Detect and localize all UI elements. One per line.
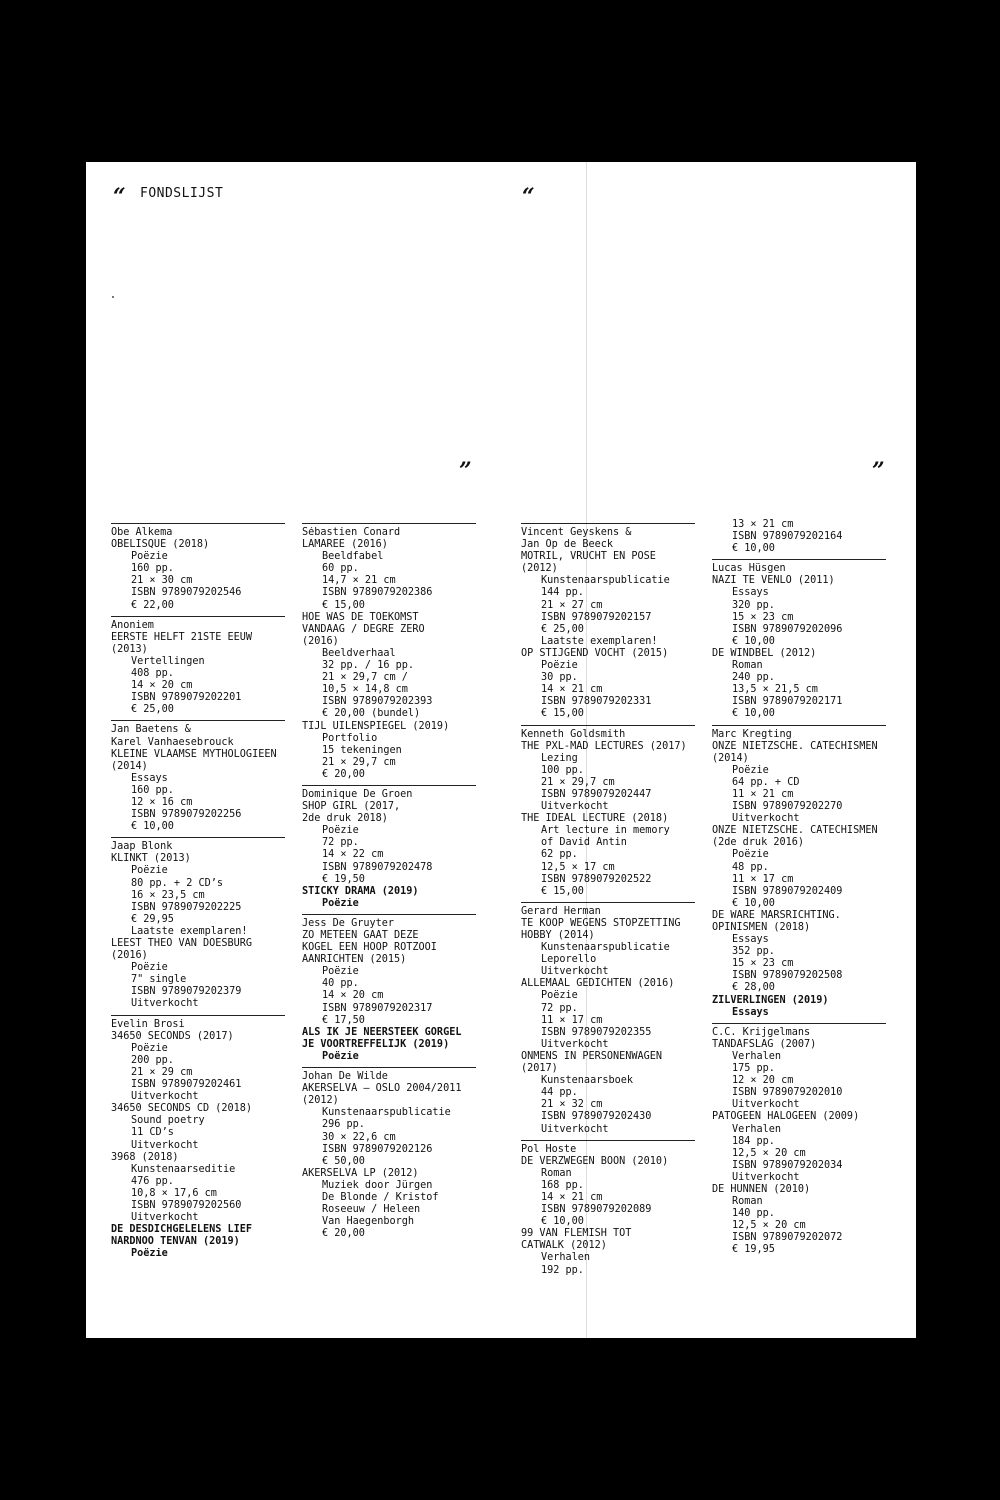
entry-detail: Poëzie [131,1248,168,1260]
entry-detail: 192 pp. [541,1264,584,1276]
entry-detail: 184 pp. [732,1135,775,1147]
entry-detail: 352 pp. [732,946,775,958]
entry-heading: EERSTE HELFT 21STE EEUW [111,631,253,643]
entry-detail: Uitverkocht [541,966,609,978]
entry-detail: ISBN 9789079202270 [732,801,843,813]
entry-detail: 13,5 × 21,5 cm [732,684,818,696]
entry-detail: 320 pp. [732,599,775,611]
entry-detail: ISBN 9789079202331 [541,696,652,708]
entry-detail: 72 pp. [322,837,359,849]
entry-detail: Kunstenaarsboek [541,1075,634,1087]
close-quote-right: ” [872,458,885,484]
catalog-column-1 [111,523,285,1264]
entry-heading: ALS IK JE NEERSTEEK GORGEL [302,1026,462,1038]
entry-detail: Verhalen [732,1123,782,1135]
entry-detail: Lezing [541,752,578,764]
entry-heading: AANRICHTEN (2015) [302,954,407,966]
entry-detail: Roman [732,660,763,672]
entry-detail: 240 pp. [732,672,775,684]
entry-detail: ISBN 9789079202171 [732,696,843,708]
entry-detail: Roman [541,1167,572,1179]
entry-detail: Roman [732,1196,763,1208]
entry-detail: € 17,50 [322,1014,365,1026]
entry-detail: € 10,00 [732,897,775,909]
entry-heading: DE DESDICHGELELENS LIEF [111,1224,253,1236]
catalog-entry [521,725,695,902]
entry-heading: (2012) [521,563,558,575]
catalog-entry [111,523,285,616]
entry-heading: 34650 SECONDS CD (2018) [111,1103,253,1115]
entry-heading: KLEINE VLAAMSE MYTHOLOGIEËN [111,748,277,760]
entry-detail: Uitverkocht [541,1038,609,1050]
entry-detail: 15 tekeningen [322,744,402,756]
entry-detail: Essays [732,934,769,946]
entry-heading: DE VERZWEGEN BOON (2010) [521,1155,669,1167]
entry-detail: 160 pp. [131,563,174,575]
catalog-entry [521,1140,695,1281]
entry-detail: ISBN 9789079202546 [131,587,242,599]
entry-detail: Verhalen [541,1252,591,1264]
entry-detail: Kunstenaarspublicatie [322,1107,451,1119]
entry-detail: Poëzie [732,849,769,861]
catalog-entry [521,902,695,1140]
entry-detail: € 10,00 [732,635,775,647]
entry-detail: Muziek door Jürgen [322,1179,433,1191]
entry-detail: ISBN 9789079202317 [322,1002,433,1014]
catalog-entry [302,523,476,785]
entry-heading: (2014) [111,760,148,772]
entry-detail: Laatste exemplaren! [541,635,658,647]
entry-detail: Beeldfabel [322,551,384,563]
entry-detail: Art lecture in memory [541,825,670,837]
entry-detail: Van Haegenborgh [322,1216,415,1228]
entry-detail: 21 × 29 cm [131,1066,193,1078]
entry-detail: 14 × 21 cm [541,684,603,696]
entry-detail: € 22,00 [131,599,174,611]
catalog-column-4 [712,516,886,1261]
entry-heading: STICKY DRAMA (2019) [302,885,419,897]
entry-heading: NAZI TE VENLO (2011) [712,575,835,587]
entry-detail: 21 × 29,7 cm [541,776,615,788]
entry-detail: Uitverkocht [131,1139,199,1151]
entry-detail: € 50,00 [322,1155,365,1167]
entry-heading: HOBBY (2014) [521,930,595,941]
entry-detail: ISBN 9789079202164 [732,531,843,543]
entry-detail: Kunstenaarseditie [131,1163,236,1175]
entry-heading: Karel Vanhaesebrouck [111,736,234,748]
entry-detail: 7" single [131,974,187,986]
entry-detail: Uitverkocht [732,1171,800,1183]
entry-detail: Poëzie [322,1050,359,1062]
entry-detail: ISBN 9789079202430 [541,1111,652,1123]
entry-detail: 12,5 × 20 cm [732,1147,806,1159]
entry-heading: Johan De Wilde [302,1071,388,1083]
entry-heading: Jan Op de Beeck [521,539,614,551]
catalog-entry [111,720,285,837]
entry-detail: € 19,95 [732,1244,775,1256]
catalog-entry [111,1015,285,1265]
entry-detail: Beeldverhaal [322,647,396,659]
entry-heading: ONZE NIETZSCHE. CATECHISMEN [712,825,878,837]
entry-heading: Sébastien Conard [302,527,401,538]
entry-detail: 476 pp. [131,1175,174,1187]
entry-heading: 34650 SECONDS (2017) [111,1030,234,1042]
entry-heading: (2016) [302,635,339,647]
entry-detail: 21 × 30 cm [131,575,193,587]
entry-detail: ISBN 9789079202089 [541,1204,652,1216]
entry-detail: 64 pp. + CD [732,776,800,788]
entry-heading: TIJL UILENSPIEGEL (2019) [302,720,450,732]
entry-detail: 15 × 23 cm [732,958,794,970]
entry-detail: € 25,00 [541,623,584,635]
entry-detail: Roseeuw / Heleen [322,1204,421,1216]
entry-detail: 15 × 23 cm [732,611,794,623]
entry-detail: Essays [131,772,168,784]
entry-detail: Poëzie [322,897,359,909]
entry-detail: Sound poetry [131,1115,205,1127]
entry-detail: Uitverkocht [732,813,800,825]
entry-heading: C.C. Krijgelmans [712,1026,811,1038]
entry-heading: TE KOOP WEGENS STOPZETTING [521,917,681,929]
entry-heading: THE IDEAL LECTURE (2018) [521,813,669,825]
entry-detail: Poëzie [131,551,168,563]
entry-detail: € 15,00 [322,599,365,611]
entry-detail: 144 pp. [541,587,584,599]
entry-detail: Uitverkocht [131,1212,199,1224]
entry-detail: 10,5 × 14,8 cm [322,684,408,696]
entry-detail: Essays [732,587,769,599]
entry-detail: 14 × 20 cm [131,680,193,692]
entry-detail: 11 × 17 cm [541,1014,603,1026]
entry-detail: 44 pp. [541,1087,578,1099]
entry-detail: 11 × 21 cm [732,788,794,800]
entry-detail: 175 pp. [732,1063,775,1075]
entry-detail: Poëzie [732,764,769,776]
entry-detail: ISBN 9789079202010 [732,1087,843,1099]
entry-detail: 11 × 17 cm [732,873,794,885]
entry-heading: (2017) [521,1063,558,1075]
entry-heading: HOE WAS DE TOEKOMST [302,611,419,623]
entry-heading: AKERSELVA LP (2012) [302,1167,419,1179]
entry-detail: ISBN 9789079202386 [322,587,433,599]
entry-detail: Poëzie [541,990,578,1002]
entry-detail: € 19,50 [322,873,365,885]
entry-detail: € 10,00 [732,708,775,720]
catalog-entry [111,616,285,721]
entry-heading: SHOP GIRL (2017, [302,801,401,813]
entry-heading: Dominique De Groen [302,788,413,800]
entry-detail: 140 pp. [732,1208,775,1220]
entry-detail: Poëzie [131,865,168,877]
entry-detail: ISBN 9789079202201 [131,692,242,704]
entry-detail: € 15,00 [541,708,584,720]
entry-detail: 408 pp. [131,668,174,680]
entry-detail: ISBN 9789079202072 [732,1232,843,1244]
entry-heading: VANDAAG / DEGRÉ ZÉRO [302,623,425,635]
entry-heading: Lucas Hüsgen [712,563,786,575]
entry-detail: Poëzie [131,1042,168,1054]
entry-detail: ISBN 9789079202126 [322,1143,433,1155]
entry-detail: 11 CD’s [131,1127,174,1139]
entry-detail: 21 × 29,7 cm / [322,672,408,684]
entry-detail: 200 pp. [131,1054,174,1066]
entry-detail: 14 × 22 cm [322,849,384,861]
entry-detail: Laatste exemplaren! [131,925,248,937]
entry-heading: OPINISMEN (2018) [712,922,811,933]
entry-heading: OBELISQUE (2018) [111,539,210,551]
entry-detail: Uitverkocht [131,998,199,1010]
catalog-column-2 [302,523,476,1244]
catalog-entry [111,837,285,1014]
entry-detail: € 10,00 [131,821,174,833]
entry-detail: 160 pp. [131,784,174,796]
entry-detail: Vertellingen [131,655,205,667]
entry-heading: ZILVERLINGEN (2019) [712,994,829,1006]
entry-heading: Marc Kregting [712,728,792,740]
entry-detail: 12 × 16 cm [131,796,193,808]
entry-detail: € 28,00 [732,982,775,994]
entry-detail: 80 pp. + 2 CD’s [131,877,224,889]
catalog-entry [302,914,476,1067]
entry-heading: Gerard Herman [521,905,601,917]
entry-heading: 99 VAN FLEMISH TOT [521,1228,632,1240]
entry-detail: € 20,00 [322,768,365,780]
open-quote-right: “ [522,184,535,210]
entry-detail: 72 pp. [541,1002,578,1014]
entry-detail: Uitverkocht [541,1123,609,1135]
entry-detail: 12 × 20 cm [732,1075,794,1087]
entry-detail: 21 × 32 cm [541,1099,603,1111]
entry-heading: Jan Baetens & [111,724,191,736]
entry-detail: 10,8 × 17,6 cm [131,1187,217,1199]
entry-detail: Poëzie [322,966,359,978]
entry-detail: Leporello [541,954,597,966]
entry-detail: € 20,00 (bundel) [322,708,421,720]
entry-detail: ISBN 9789079202508 [732,970,843,982]
entry-detail: ISBN 9789079202393 [322,696,433,708]
entry-detail: € 25,00 [131,704,174,716]
entry-detail: Essays [732,1006,769,1018]
entry-heading: CATWALK (2012) [521,1240,607,1252]
entry-detail: ISBN 9789079202096 [732,623,843,635]
entry-heading: OP STIJGEND VOCHT (2015) [521,647,669,659]
entry-detail: Kunstenaarspublicatie [541,575,670,587]
entry-detail: € 10,00 [541,1216,584,1228]
entry-heading: JE VOORTREFFELIJK (2019) [302,1038,450,1050]
entry-heading: (2016) [111,950,148,962]
entry-detail: De Blonde / Kristof [322,1191,439,1203]
entry-detail: Poëzie [322,825,359,837]
entry-heading: Vincent Geyskens & [521,527,632,538]
entry-detail: 12,5 × 17 cm [541,861,615,873]
entry-detail: 40 pp. [322,978,359,990]
entry-detail: 12,5 × 20 cm [732,1220,806,1232]
entry-heading: Evelin Brosi [111,1018,185,1030]
entry-detail: 62 pp. [541,849,578,861]
catalog-entry [302,785,476,914]
entry-detail: ISBN 9789079202522 [541,873,652,885]
entry-detail: Poëzie [131,962,168,974]
entry-heading: LAMAREE (2016) [302,539,388,551]
entry-detail: 21 × 29,7 cm [322,756,396,768]
entry-heading: ALLEMAAL GEDICHTEN (2016) [521,978,675,990]
catalog-entry [521,523,695,725]
entry-detail: Uitverkocht [541,801,609,813]
entry-detail: 32 pp. / 16 pp. [322,660,415,672]
entry-detail: Uitverkocht [131,1091,199,1103]
entry-detail: 168 pp. [541,1179,584,1191]
catalog-entry [712,725,886,1023]
entry-detail: 30 × 22,6 cm [322,1131,396,1143]
entry-detail: ISBN 9789079202461 [131,1079,242,1091]
entry-detail: ISBN 9789079202034 [732,1159,843,1171]
entry-heading: LEEST THEO VAN DOESBURG [111,938,253,949]
open-quote-left: “ [113,184,126,210]
entry-detail: Portfolio [322,732,378,744]
entry-heading: Pol Hoste [521,1143,577,1155]
entry-detail: ISBN 9789079202447 [541,788,652,800]
entry-detail: 14 × 20 cm [322,990,384,1002]
entry-heading: 2de druk 2018) [302,813,388,825]
entry-detail: 13 × 21 cm [732,519,794,530]
entry-detail: ISBN 9789079202478 [322,861,433,873]
entry-detail: 14,7 × 21 cm [322,575,396,587]
catalog-entry [712,1023,886,1261]
entry-heading: AKERSELVA – OSLO 2004/2011 [302,1083,462,1095]
catalog-entry [712,559,886,724]
entry-detail: € 29,95 [131,913,174,925]
entry-heading: DE WINDBEL (2012) [712,647,817,659]
entry-heading: Obe Alkema [111,527,173,538]
entry-heading: ONZE NIETZSCHE. CATECHISMEN [712,740,878,752]
entry-heading: (2012) [302,1095,339,1107]
entry-detail: ISBN 9789079202256 [131,809,242,821]
catalog-column-3 [521,523,695,1281]
entry-detail: ISBN 9789079202355 [541,1026,652,1038]
entry-heading: Jess De Gruyter [302,917,395,929]
entry-heading: TANDAFSLAG (2007) [712,1038,817,1050]
entry-detail: € 20,00 [322,1228,365,1240]
speck [112,296,114,298]
entry-detail: ISBN 9789079202379 [131,986,242,998]
entry-detail: of David Antin [541,837,627,849]
entry-heading: (2014) [712,752,749,764]
entry-detail: € 10,00 [732,543,775,555]
entry-detail: € 15,00 [541,885,584,897]
entry-heading: (2de druk 2016) [712,837,805,849]
entry-detail: 48 pp. [732,861,769,873]
close-quote-left: ” [459,458,472,484]
entry-heading: Kenneth Goldsmith [521,728,626,740]
entry-heading: 3968 (2018) [111,1151,179,1163]
entry-detail: 21 × 27 cm [541,599,603,611]
entry-detail: ISBN 9789079202225 [131,901,242,913]
entry-detail: ISBN 9789079202157 [541,611,652,623]
entry-heading: MOTRIL, VRUCHT EN POSE [521,551,656,563]
entry-heading: ONMENS IN PERSONENWAGEN [521,1050,663,1062]
entry-heading: (2013) [111,643,148,655]
entry-heading: Anoniem [111,619,154,631]
entry-heading: DE HUNNEN (2010) [712,1183,811,1195]
page-title: FONDSLIJST [140,186,224,201]
entry-heading: PATOGEEN HALOGEEN (2009) [712,1111,860,1123]
entry-detail: 16 × 23,5 cm [131,889,205,901]
entry-detail: 60 pp. [322,563,359,575]
entry-detail: Kunstenaarspublicatie [541,942,670,954]
entry-detail: Uitverkocht [732,1099,800,1111]
entry-detail: 14 × 21 cm [541,1191,603,1203]
entry-heading: DE WARE MARSRICHTING. [712,909,841,921]
entry-detail: ISBN 9789079202560 [131,1199,242,1211]
entry-heading: THE PXL-MAD LECTURES (2017) [521,740,687,752]
catalog-entry [302,1067,476,1244]
entry-detail: 30 pp. [541,672,578,684]
entry-detail: 100 pp. [541,764,584,776]
catalog-entry [712,516,886,559]
entry-heading: KLINKT (2013) [111,853,191,865]
entry-heading: Jaap Blonk [111,841,173,853]
entry-detail: ISBN 9789079202409 [732,885,843,897]
entry-heading: KOGEL EEN HOOP ROTZOOI [302,942,437,954]
entry-heading: ZO METEEN GAAT DEZE [302,930,419,941]
entry-detail: Poëzie [541,660,578,672]
entry-detail: Verhalen [732,1050,782,1062]
entry-detail: 296 pp. [322,1119,365,1131]
entry-heading: NARDNOO TENVAN (2019) [111,1236,240,1248]
